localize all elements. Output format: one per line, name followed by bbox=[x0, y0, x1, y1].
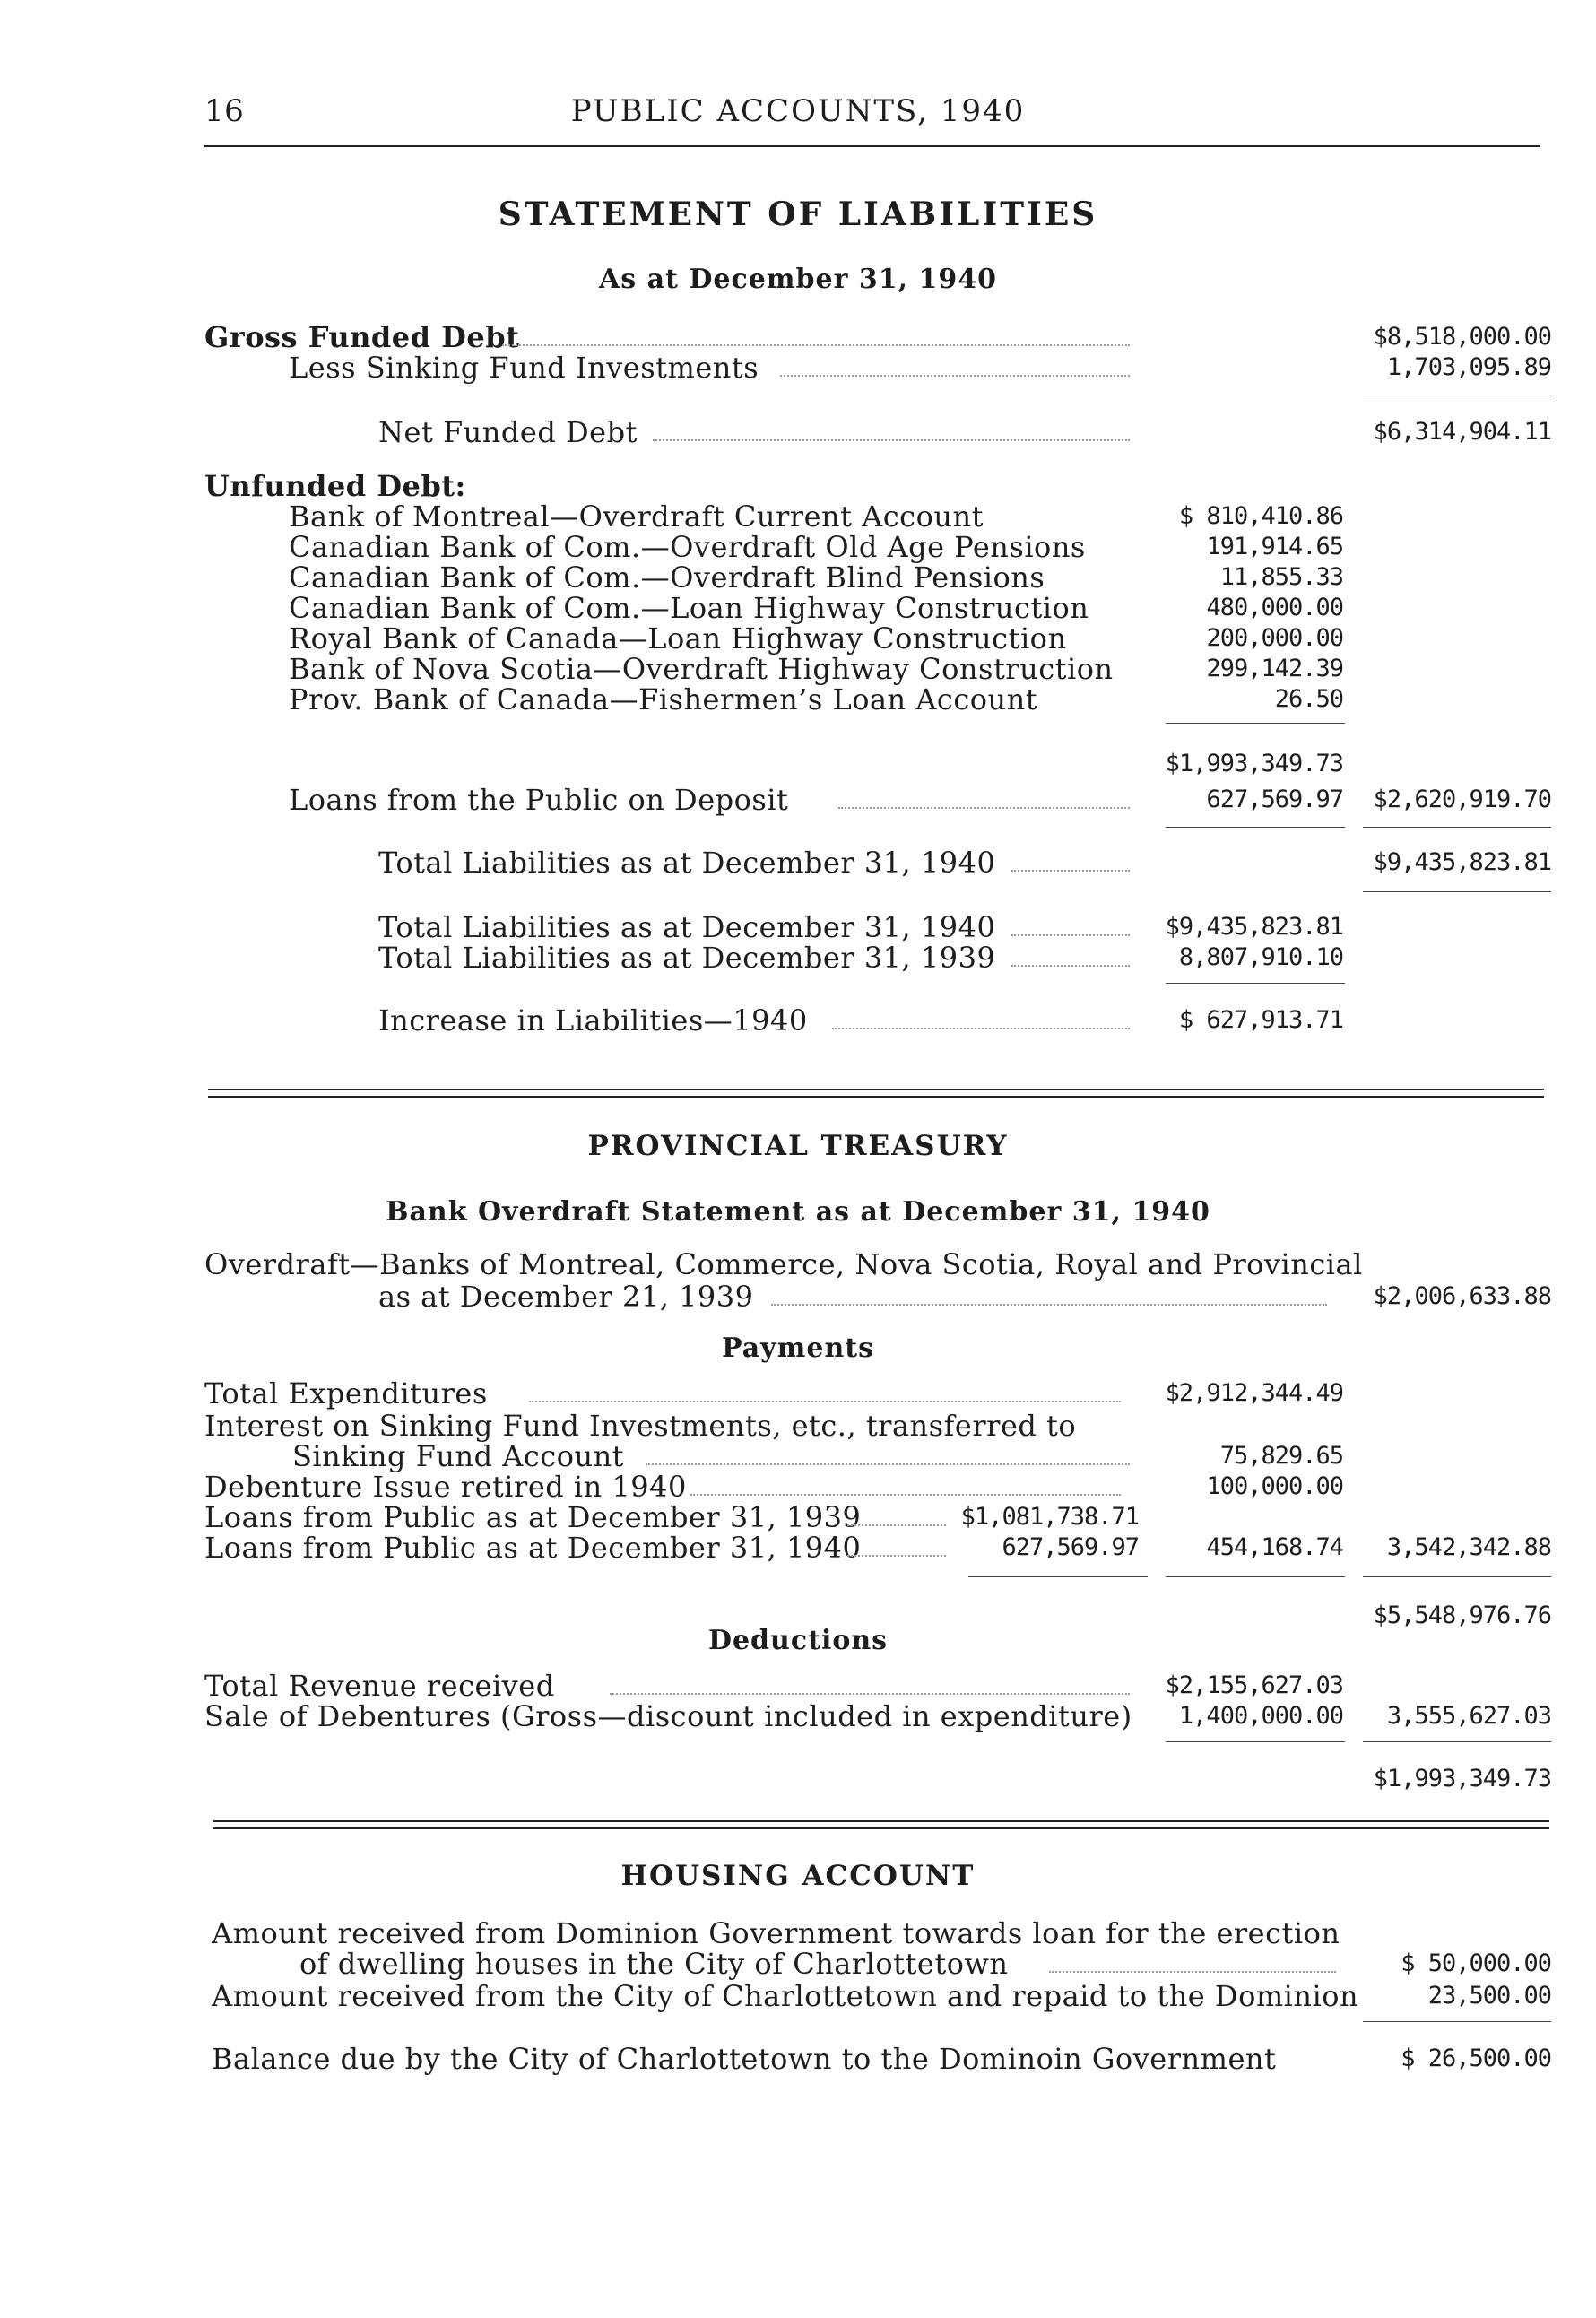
net-funded-debt-label: Net Funded Debt bbox=[378, 415, 638, 449]
housing-title: HOUSING ACCOUNT bbox=[620, 1860, 976, 1892]
leader-dots bbox=[847, 1524, 946, 1526]
loans-1940-amount: 627,569.97 bbox=[1002, 1533, 1139, 1561]
total-revenue-label: Total Revenue received bbox=[204, 1669, 555, 1703]
treasury-balance: $1,993,349.73 bbox=[1373, 1765, 1551, 1793]
deductions-total: 3,555,627.03 bbox=[1386, 1702, 1551, 1730]
compare-1940-label: Total Liabilities as at December 31, 1940 bbox=[378, 910, 996, 944]
sum-rule bbox=[1166, 723, 1345, 724]
leader-dots bbox=[838, 807, 1130, 809]
interest-amount: 75,829.65 bbox=[1219, 1442, 1343, 1470]
increase-amount: $ 627,913.71 bbox=[1178, 1006, 1343, 1034]
payments-total: 3,542,342.88 bbox=[1386, 1533, 1551, 1561]
list-item-amount: 480,000.00 bbox=[1206, 594, 1343, 621]
loans-difference: 454,168.74 bbox=[1206, 1533, 1343, 1561]
unfunded-subtotal: $1,993,349.73 bbox=[1165, 750, 1343, 777]
loans-public-label: Loans from the Public on Deposit bbox=[289, 783, 789, 817]
list-item: Canadian Bank of Com.—Overdraft Old Age Pensions bbox=[289, 530, 1086, 564]
gross-funded-debt-amount: $8,518,000.00 bbox=[1373, 323, 1551, 351]
leader-dots bbox=[1011, 934, 1130, 936]
header-rule bbox=[204, 145, 1540, 147]
leader-dots bbox=[610, 1693, 1130, 1695]
liabilities-title: STATEMENT OF LIABILITIES bbox=[498, 195, 1098, 233]
interest-line2: Sinking Fund Account bbox=[292, 1439, 625, 1473]
sale-debentures-label: Sale of Debentures (Gross—discount included in expenditure) bbox=[204, 1699, 1132, 1733]
list-item: Prov. Bank of Canada—Fishermen’s Loan Account bbox=[289, 682, 1038, 716]
sum-rule bbox=[968, 1576, 1148, 1577]
list-item-amount: 11,855.33 bbox=[1219, 563, 1343, 591]
sum-rule bbox=[1166, 1741, 1345, 1742]
total-liabilities-label: Total Liabilities as at December 31, 1940 bbox=[378, 846, 996, 880]
list-item-amount: 200,000.00 bbox=[1206, 624, 1343, 652]
housing-received-line1: Amount received from Dominion Government towards loan for the erection bbox=[212, 1916, 1340, 1950]
leader-dots bbox=[690, 1494, 1121, 1496]
sum-rule bbox=[1363, 891, 1551, 892]
housing-repaid-label: Amount received from the City of Charlottetown and repaid to the Dominion bbox=[212, 1979, 1359, 2013]
total-expenditures-amount: $2,912,344.49 bbox=[1165, 1379, 1343, 1407]
loans-public-amount: 627,569.97 bbox=[1206, 786, 1343, 813]
unfunded-heading: Unfunded Debt: bbox=[204, 469, 466, 503]
leader-dots bbox=[502, 344, 1130, 346]
sum-rule bbox=[1363, 2021, 1551, 2022]
gross-funded-debt-label: Gross Funded Debt bbox=[204, 320, 520, 354]
leader-dots bbox=[847, 1555, 946, 1557]
housing-repaid-amount: 23,500.00 bbox=[1427, 1982, 1551, 2010]
page-number: 16 bbox=[204, 93, 245, 129]
interest-line1: Interest on Sinking Fund Investments, etc., transferred to bbox=[204, 1409, 1077, 1443]
deductions-heading: Deductions bbox=[707, 1625, 889, 1656]
housing-balance-amount: $ 26,500.00 bbox=[1401, 2045, 1551, 2072]
leader-dots bbox=[646, 1463, 1130, 1465]
compare-1939-amount: 8,807,910.10 bbox=[1178, 943, 1343, 971]
list-item: Bank of Montreal—Overdraft Current Account bbox=[289, 499, 984, 534]
running-title: PUBLIC ACCOUNTS, 1940 bbox=[570, 93, 1026, 129]
overdraft-amount: $2,006,633.88 bbox=[1373, 1282, 1551, 1310]
housing-received-amount: $ 50,000.00 bbox=[1401, 1949, 1551, 1977]
list-item-amount: 299,142.39 bbox=[1206, 655, 1343, 682]
section-divider bbox=[208, 1089, 1544, 1098]
list-item-amount: $ 810,410.86 bbox=[1178, 502, 1343, 530]
total-liabilities-amount: $9,435,823.81 bbox=[1373, 848, 1551, 876]
housing-received-line2: of dwelling houses in the City of Charlottetown bbox=[299, 1947, 1009, 1981]
sum-rule bbox=[1363, 1576, 1551, 1577]
total-revenue-amount: $2,155,627.03 bbox=[1165, 1671, 1343, 1699]
leader-dots bbox=[771, 1304, 1327, 1306]
leader-dots bbox=[653, 439, 1130, 441]
payments-sum: $5,548,976.76 bbox=[1373, 1602, 1551, 1629]
sum-rule bbox=[1166, 1576, 1345, 1577]
sinking-fund-label: Less Sinking Fund Investments bbox=[289, 351, 759, 385]
leader-dots bbox=[780, 375, 1130, 377]
leader-dots bbox=[1011, 965, 1130, 967]
leader-dots bbox=[1049, 1971, 1336, 1973]
sum-rule bbox=[1363, 827, 1551, 828]
list-item: Bank of Nova Scotia—Overdraft Highway Construction bbox=[289, 652, 1114, 686]
sum-rule bbox=[1166, 827, 1345, 828]
treasury-subtitle: Bank Overdraft Statement as at December 31, 1940 bbox=[386, 1196, 1210, 1228]
sinking-fund-amount: 1,703,095.89 bbox=[1386, 353, 1551, 381]
compare-1940-amount: $9,435,823.81 bbox=[1165, 913, 1343, 941]
net-funded-debt-amount: $6,314,904.11 bbox=[1373, 418, 1551, 446]
list-item: Canadian Bank of Com.—Overdraft Blind Pensions bbox=[289, 560, 1045, 595]
loans-1939-label: Loans from Public as at December 31, 1939 bbox=[204, 1500, 862, 1534]
overdraft-line2: as at December 21, 1939 bbox=[378, 1280, 754, 1314]
list-item-amount: 191,914.65 bbox=[1206, 533, 1343, 560]
compare-1939-label: Total Liabilities as at December 31, 1939 bbox=[378, 941, 996, 975]
debenture-retired-label: Debenture Issue retired in 1940 bbox=[204, 1470, 687, 1504]
list-item-amount: 26.50 bbox=[1274, 685, 1343, 713]
leader-dots bbox=[1011, 870, 1130, 872]
payments-heading: Payments bbox=[721, 1333, 874, 1364]
sale-debentures-amount: 1,400,000.00 bbox=[1178, 1702, 1343, 1730]
housing-balance-label: Balance due by the City of Charlottetown to the Dominoin Government bbox=[212, 2042, 1277, 2076]
overdraft-line1: Overdraft—Banks of Montreal, Commerce, Nova Scotia, Royal and Provincial bbox=[204, 1247, 1363, 1281]
loans-1939-amount: $1,081,738.71 bbox=[960, 1503, 1139, 1531]
loans-1940-label: Loans from Public as at December 31, 1940 bbox=[204, 1531, 862, 1565]
debenture-retired-amount: 100,000.00 bbox=[1206, 1472, 1343, 1500]
loans-public-total: $2,620,919.70 bbox=[1373, 786, 1551, 813]
liabilities-date: As at December 31, 1940 bbox=[599, 264, 997, 295]
total-expenditures-label: Total Expenditures bbox=[204, 1376, 488, 1411]
list-item: Royal Bank of Canada—Loan Highway Construction bbox=[289, 621, 1067, 655]
increase-label: Increase in Liabilities—1940 bbox=[378, 1003, 808, 1037]
sum-rule bbox=[1166, 983, 1345, 984]
sum-rule bbox=[1363, 1741, 1551, 1742]
leader-dots bbox=[529, 1401, 1121, 1402]
treasury-title: PROVINCIAL TREASURY bbox=[587, 1130, 1009, 1162]
section-divider bbox=[213, 1820, 1549, 1829]
leader-dots bbox=[832, 1028, 1130, 1029]
list-item: Canadian Bank of Com.—Loan Highway Construction bbox=[289, 591, 1089, 625]
